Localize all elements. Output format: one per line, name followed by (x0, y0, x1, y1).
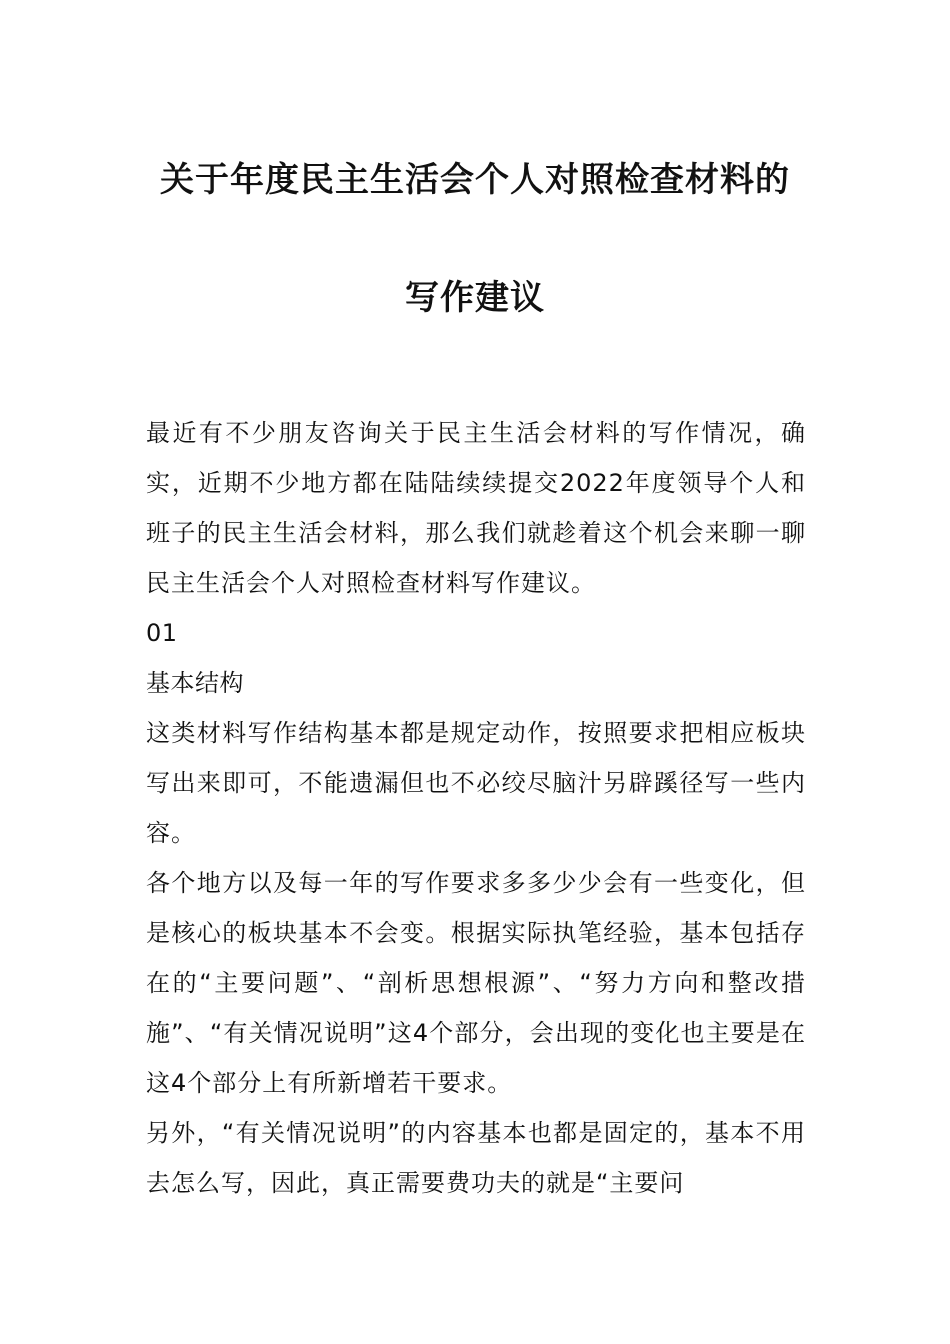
document-title-line-1: 关于年度民主生活会个人对照检查材料的 (160, 160, 790, 200)
section-number: 01 (146, 619, 178, 647)
paragraph-other: 另外，“有关情况说明”的内容基本也都是固定的，基本不用去怎么写，因此，真正需要费功夫的就是“主要问 (146, 1119, 806, 1197)
paragraph-intro: 最近有不少朋友咨询关于民主生活会材料的写作情况，确实，近期不少地方都在陆陆续续提交2022年度领导个人和班子的民主生活会材料，那么我们就趁着这个机会来聊一聊民主生活会个人对照检查材料写作建议。 (146, 419, 806, 597)
document-body (146, 408, 806, 1208)
paragraph-structure: 这类材料写作结构基本都是规定动作，按照要求把相应板块写出来即可，不能遗漏但也不必绞尽脑汁另辟蹊径写一些内容。 (146, 719, 806, 847)
document-title-line-2: 写作建议 (405, 278, 545, 318)
paragraph-core-sections: 各个地方以及每一年的写作要求多多少少会有一些变化，但是核心的板块基本不会变。根据实际执笔经验，基本包括存在的“主要问题”、“剖析思想根源”、“努力方向和整改措施”、“有关情况说明”这4个部分，会出现的变化也主要是在这4个部分上有所新增若干要求。 (146, 869, 806, 1097)
section-heading: 基本结构 (146, 669, 244, 697)
